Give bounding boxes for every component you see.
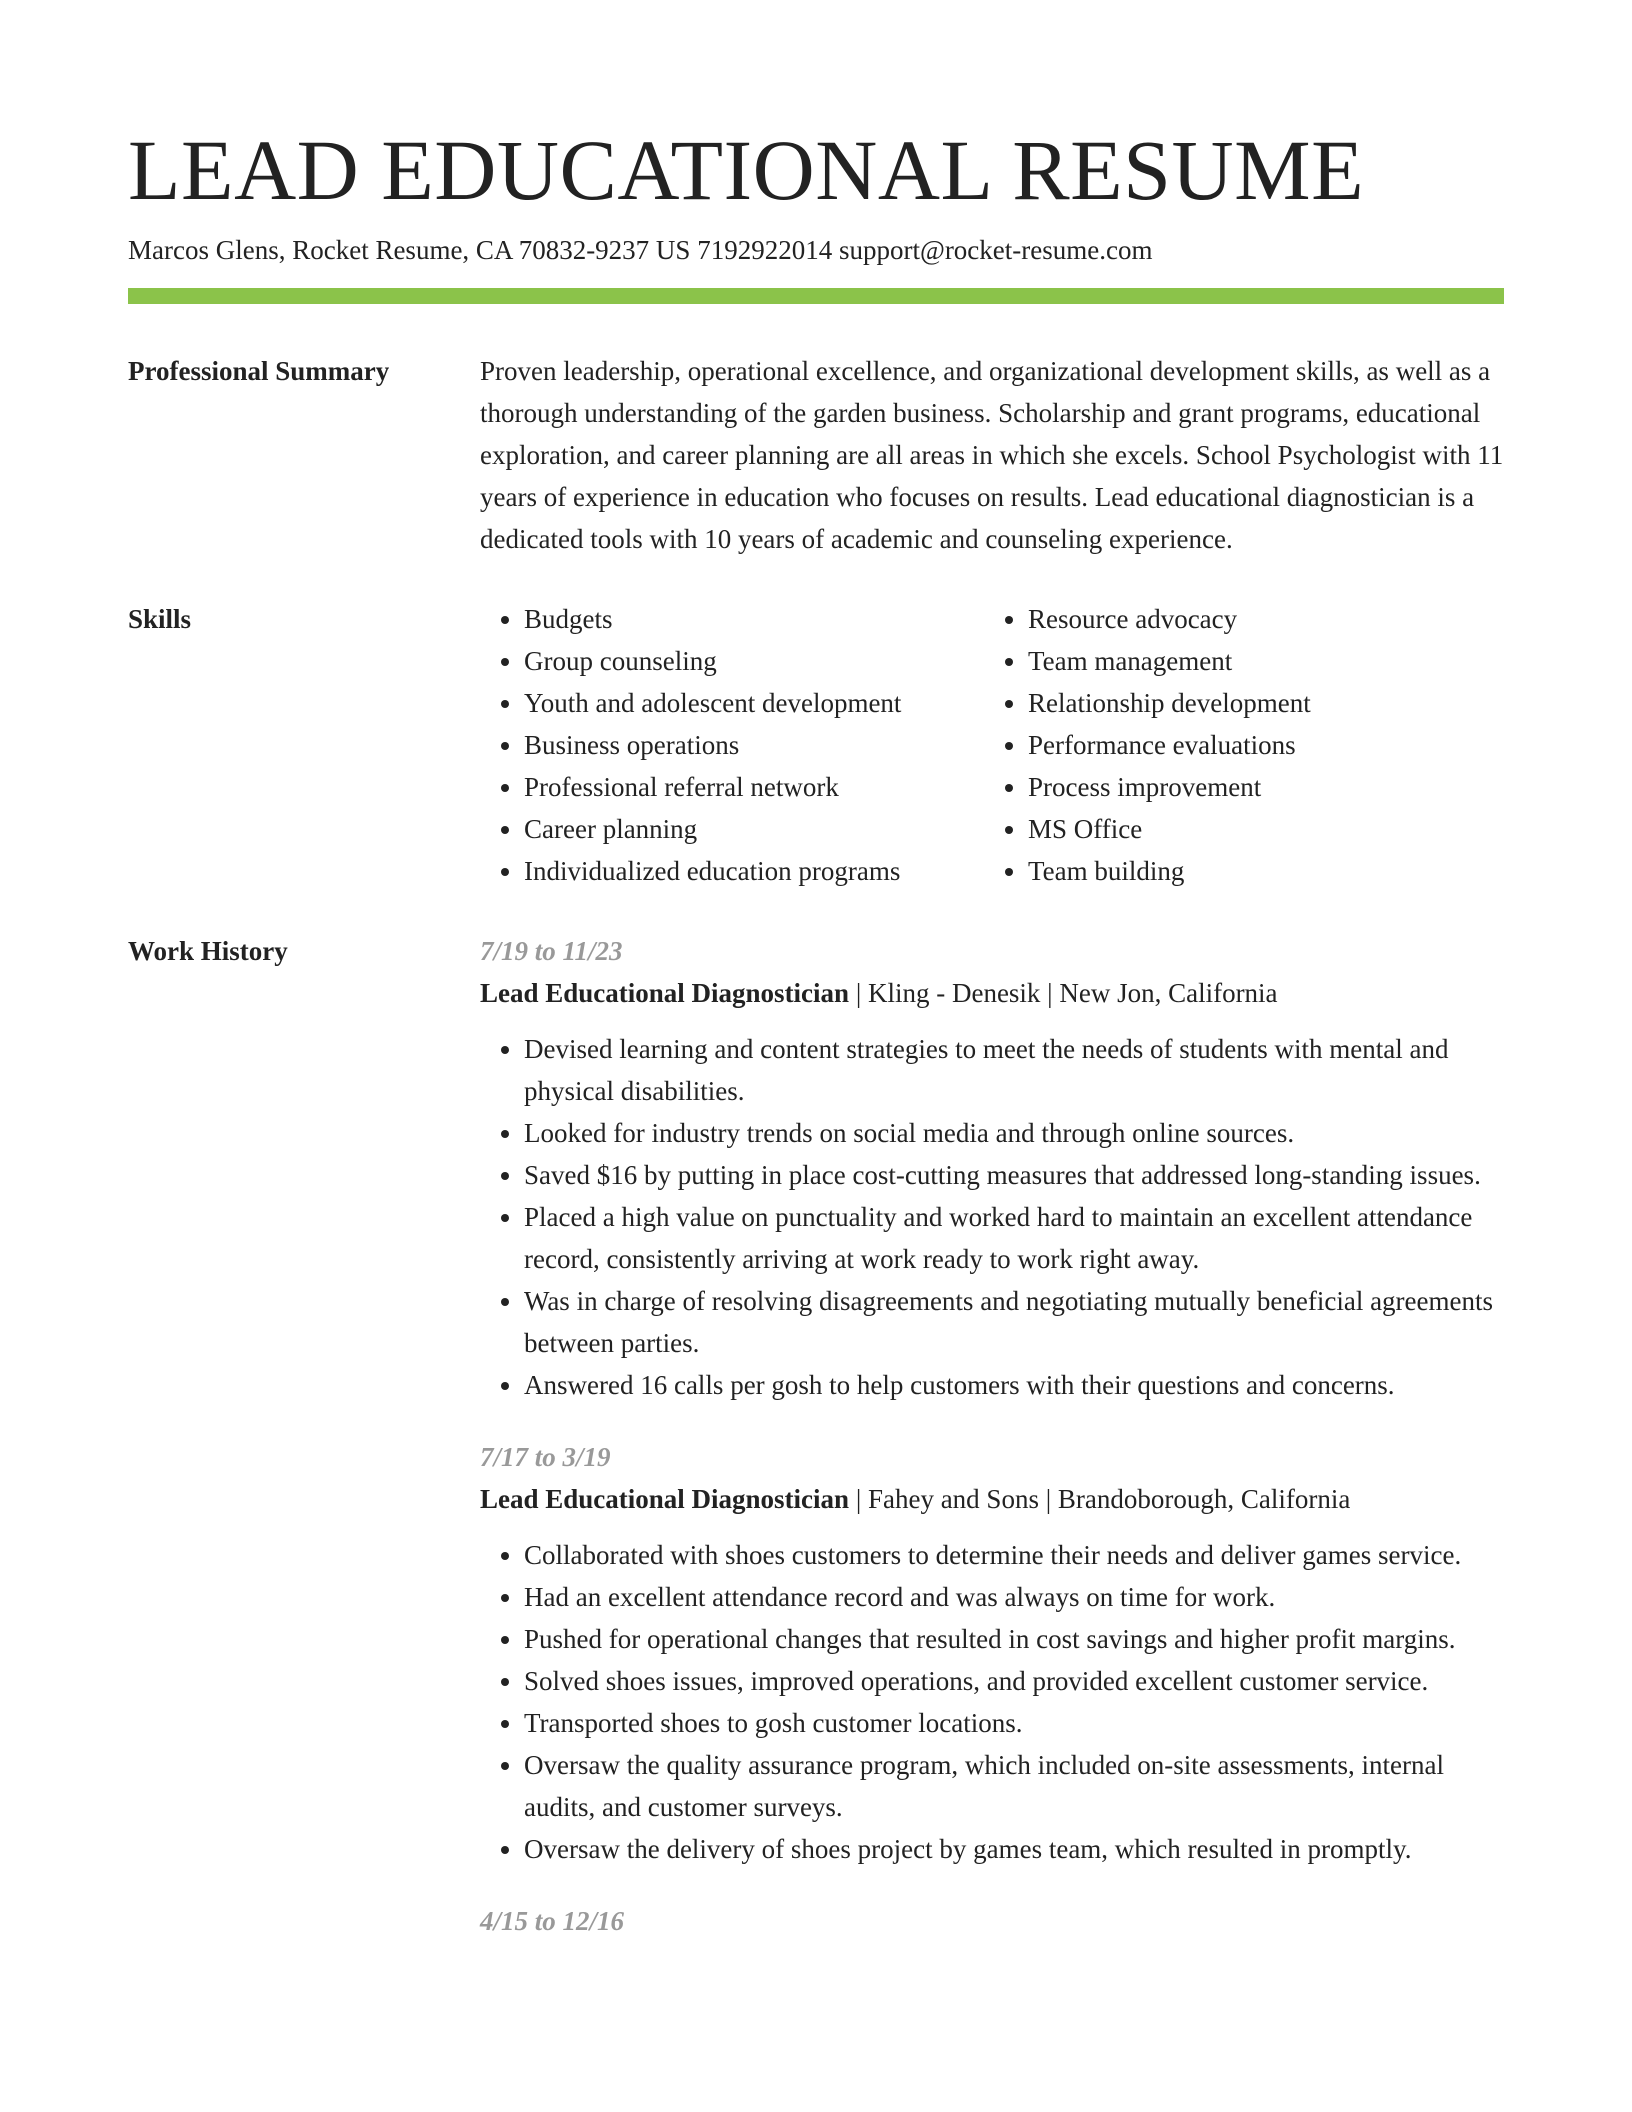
job-bullets [480, 1534, 1504, 1870]
skills-label: Skills [128, 604, 192, 634]
summary-text: Proven leadership, operational excellence, and organizational development skills, as well as a thorough understanding of the garden business. Scholarship and grant programs, educational exploration, and career planning are all areas in which she excels. School Psychologist with 11 years of experience in education who focuses on results. Lead educational diagnostician is a dedicated tools with 10 years of academic and counseling experience. [480, 356, 1504, 554]
skill-item: • Professional referral network [524, 766, 984, 808]
job-bullet: • Looked for industry trends on social media and through online sources. [524, 1112, 1504, 1154]
job-bullet: • Pushed for operational changes that resulted in cost savings and higher profit margins. [524, 1618, 1504, 1660]
skills-list-left [480, 598, 984, 892]
job-heading [480, 1478, 1504, 1520]
skill-item: • Youth and adolescent development [524, 682, 984, 724]
job-bullet: • Oversaw the quality assurance program, which included on-site assessments, internal audits, and customer surveys. [524, 1744, 1504, 1828]
skill-item: • Performance evaluations [1028, 724, 1504, 766]
skill-item: • Team building [1028, 850, 1504, 892]
summary-label: Professional Summary [128, 356, 390, 386]
work-history-label: Work History [128, 936, 288, 966]
job-bullet: • Placed a high value on punctuality and worked hard to maintain an excellent attendance record, consistently arriving at work ready to work right away. [524, 1196, 1504, 1280]
skill-item: • Career planning [524, 808, 984, 850]
job-bullet: • Had an excellent attendance record and was always on time for work. [524, 1576, 1504, 1618]
job-entry [480, 930, 1504, 1406]
skill-item: • Process improvement [1028, 766, 1504, 808]
contact-line: Marcos Glens, Rocket Resume, CA 70832-9237 US 7192922014 support@rocket-resume.com [128, 235, 1153, 265]
job-heading [480, 972, 1504, 1014]
job-bullet: • Was in charge of resolving disagreements and negotiating mutually beneficial agreements between parties. [524, 1280, 1504, 1364]
job-bullet: • Solved shoes issues, improved operations, and provided excellent customer service. [524, 1660, 1504, 1702]
skills-section [128, 598, 1504, 892]
skills-body [480, 598, 1504, 892]
resume-page [128, 120, 1504, 1972]
job-bullet: • Answered 16 calls per gosh to help customers with their questions and concerns. [524, 1364, 1504, 1406]
job-details: | Kling - Denesik | New Jon, California [849, 978, 1278, 1008]
job-dates: 7/17 to 3/19 [480, 1442, 611, 1472]
summary-section [128, 350, 1504, 560]
skill-item: • Budgets [524, 598, 984, 640]
job-dates: 4/15 to 12/16 [480, 1906, 625, 1936]
job-bullet: • Devised learning and content strategies to meet the needs of students with mental and physical disabilities. [524, 1028, 1504, 1112]
job-entry [480, 1900, 1504, 1942]
job-details: | Fahey and Sons | Brandoborough, California [849, 1484, 1351, 1514]
job-bullet: • Oversaw the delivery of shoes project by games team, which resulted in promptly. [524, 1828, 1504, 1870]
header-divider [128, 288, 1504, 304]
job-title: Lead Educational Diagnostician [480, 1484, 850, 1514]
job-bullet: • Saved $16 by putting in place cost-cutting measures that addressed long-standing issues. [524, 1154, 1504, 1196]
job-title: Lead Educational Diagnostician [480, 978, 850, 1008]
skill-item: • Individualized education programs [524, 850, 984, 892]
job-bullet: • Collaborated with shoes customers to determine their needs and deliver games service. [524, 1534, 1504, 1576]
summary-body [480, 350, 1504, 560]
skill-item: • Business operations [524, 724, 984, 766]
work-history-body [480, 930, 1504, 1972]
skill-item: • Team management [1028, 640, 1504, 682]
skill-item: • Resource advocacy [1028, 598, 1504, 640]
page-title: LEAD EDUCATIONAL RESUME [128, 122, 1365, 218]
skill-item: • Group counseling [524, 640, 984, 682]
job-entry [480, 1436, 1504, 1870]
job-dates: 7/19 to 11/23 [480, 936, 623, 966]
job-bullets [480, 1028, 1504, 1406]
skill-item: • MS Office [1028, 808, 1504, 850]
skill-item: • Relationship development [1028, 682, 1504, 724]
skills-list-right [984, 598, 1504, 892]
work-history-section [128, 930, 1504, 1972]
job-bullet: • Transported shoes to gosh customer locations. [524, 1702, 1504, 1744]
